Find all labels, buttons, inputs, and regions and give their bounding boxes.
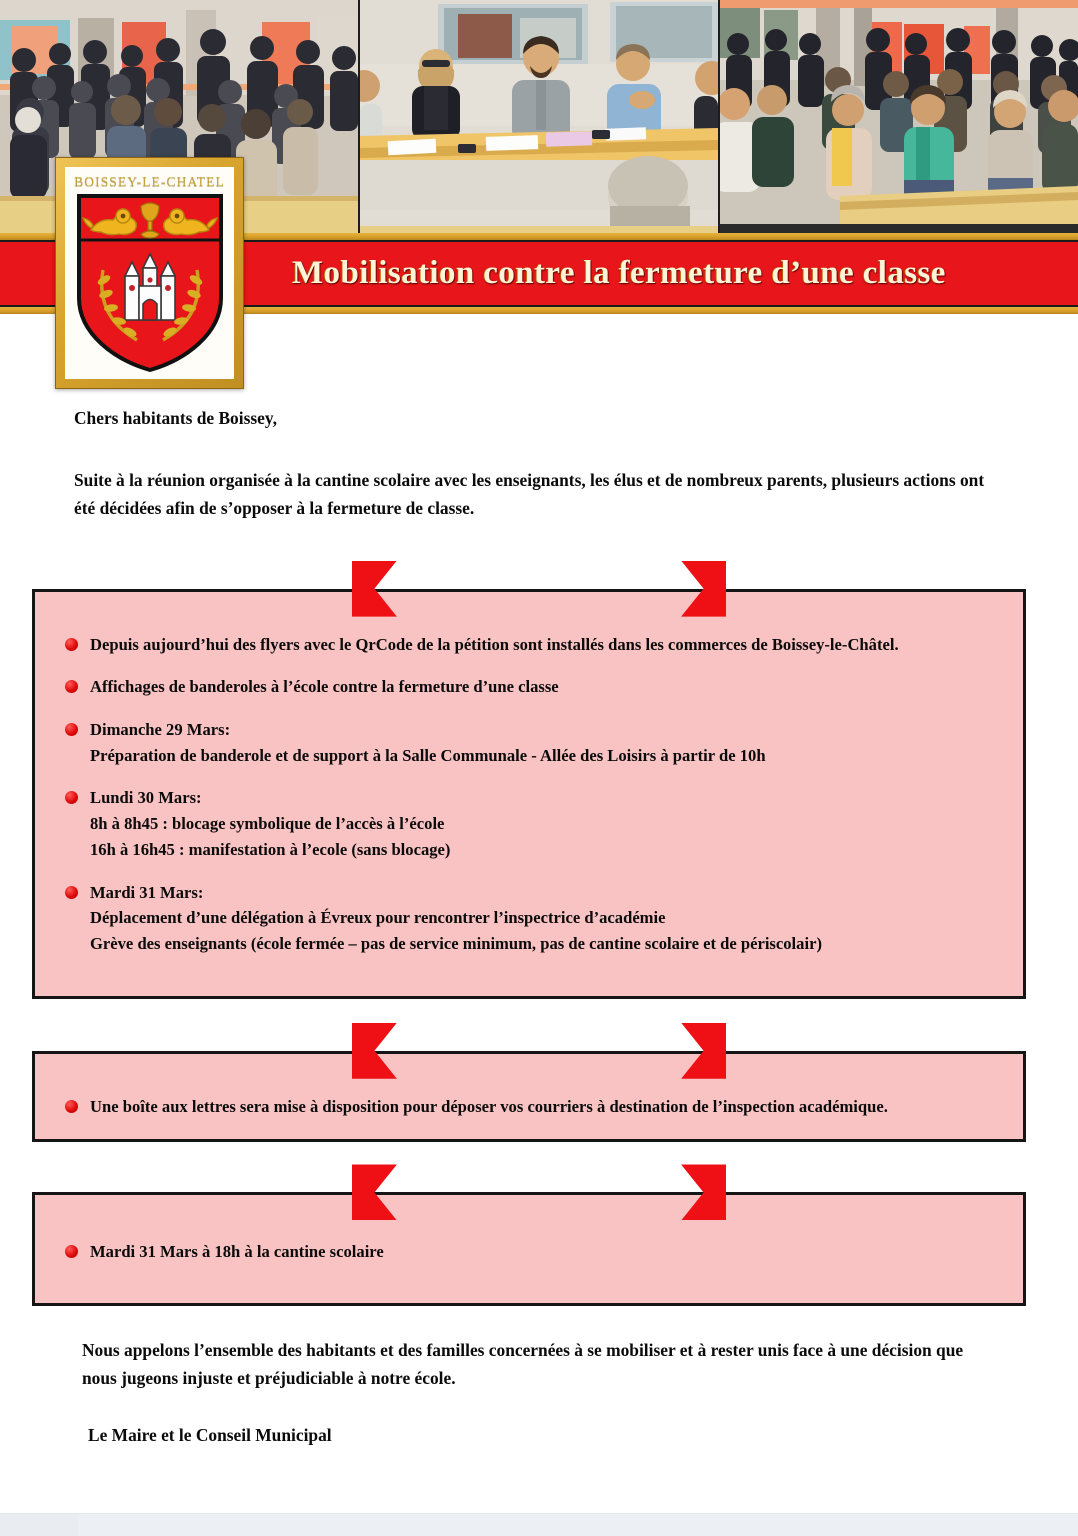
list-item bbox=[53, 674, 1005, 700]
photo-center-graphic bbox=[360, 0, 718, 233]
signature-text: Le Maire et le Conseil Municipal bbox=[88, 1424, 332, 1445]
list-item-line: 16h à 16h45 : manifestation à l’ecole (sans blocage) bbox=[90, 839, 451, 859]
list-item-line: 8h à 8h45 : blocage symbolique de l’accès à l’école bbox=[90, 814, 445, 834]
list-item-line: Mardi 31 Mars à 18h à la cantine scolaire bbox=[90, 1242, 384, 1262]
list-item-line: Une boîte aux lettres sera mise à disposition pour déposer vos courriers à destination de l’inspection académique. bbox=[90, 1096, 888, 1116]
list-item bbox=[53, 880, 1005, 957]
section-participation bbox=[0, 1023, 1078, 1143]
salutation-text: Chers habitants de Boissey, bbox=[74, 408, 277, 428]
section-reunion bbox=[0, 1164, 1078, 1306]
list-item-line: Affichages de banderoles à l’école contre la fermeture d’une classe bbox=[90, 677, 559, 697]
closing-paragraph: Nous appelons l’ensemble des habitants et des familles concernées à se mobiliser et à rester unis face à une décision que nous jugeons injuste et préjudiciable à notre école. bbox=[82, 1340, 964, 1389]
list-item-line: Depuis aujourd’hui des flyers avec le QrCode de la pétition sont installés dans les commerces de Boissey-le-Châtel. bbox=[90, 634, 899, 654]
list-item-line: Déplacement d’une délégation à Évreux pour rencontrer l’inspectrice d’académie bbox=[90, 908, 666, 928]
bullet-dot-icon bbox=[65, 1245, 78, 1258]
list-item-line: Lundi 30 Mars: bbox=[90, 788, 202, 808]
bullet-dot-icon bbox=[65, 638, 78, 651]
intro-paragraph: Suite à la réunion organisée à la cantine scolaire avec les enseignants, les élus et de nombreux parents, plusieurs actions ont été décidées afin de s’opposer à la fermeture de classe. bbox=[74, 470, 985, 519]
section-participation-panel bbox=[32, 1051, 1026, 1143]
list-item-lines bbox=[90, 785, 1005, 862]
photo-right-graphic bbox=[720, 0, 1078, 233]
section-actions bbox=[0, 561, 1078, 999]
photo-meeting-audience-right bbox=[720, 0, 1078, 233]
bullet-dot-icon bbox=[65, 723, 78, 736]
list-item-line: Dimanche 29 Mars: bbox=[90, 720, 231, 739]
coat-of-arms-inner bbox=[65, 167, 234, 379]
list-item-lines bbox=[90, 674, 1005, 700]
list-item-lines bbox=[90, 717, 1005, 768]
list-item-lines bbox=[90, 1239, 1005, 1265]
coat-of-arms bbox=[55, 157, 244, 389]
banner-title-text: Mobilisation contre la fermeture d’une classe bbox=[292, 255, 946, 291]
list-item bbox=[53, 1239, 1005, 1265]
section-reunion-panel bbox=[32, 1192, 1026, 1306]
list-item bbox=[53, 785, 1005, 862]
document-body bbox=[0, 404, 1078, 1446]
viewer-footer-inner bbox=[78, 1514, 1078, 1536]
bullet-dot-icon bbox=[65, 680, 78, 693]
bullet-dot-icon bbox=[65, 791, 78, 804]
section-actions-panel bbox=[32, 589, 1026, 999]
list-item bbox=[53, 632, 1005, 658]
viewer-footer-bar bbox=[0, 1513, 1078, 1536]
list-item bbox=[53, 717, 1005, 768]
bullet-dot-icon bbox=[65, 886, 78, 899]
list-item-line: Grève des enseignants (école fermée – pas de service minimum, pas de cantine scolaire et de périscolair) bbox=[90, 934, 822, 954]
photo-meeting-panel-center bbox=[360, 0, 718, 233]
list-item-lines bbox=[90, 1094, 1005, 1120]
list-item-line: Préparation de banderole et de support à la Salle Communale - Allée des Loisirs à partir de 10h bbox=[90, 745, 766, 765]
list-item-lines bbox=[90, 880, 1005, 957]
bullet-dot-icon bbox=[65, 1100, 78, 1113]
coat-of-arms-town-name: BOISSEY-LE-CHATEL bbox=[74, 174, 225, 189]
shield-icon bbox=[75, 194, 225, 372]
list-item bbox=[53, 1094, 1005, 1120]
list-item-lines bbox=[90, 632, 1005, 658]
list-item-line: Mardi 31 Mars: bbox=[90, 882, 204, 902]
